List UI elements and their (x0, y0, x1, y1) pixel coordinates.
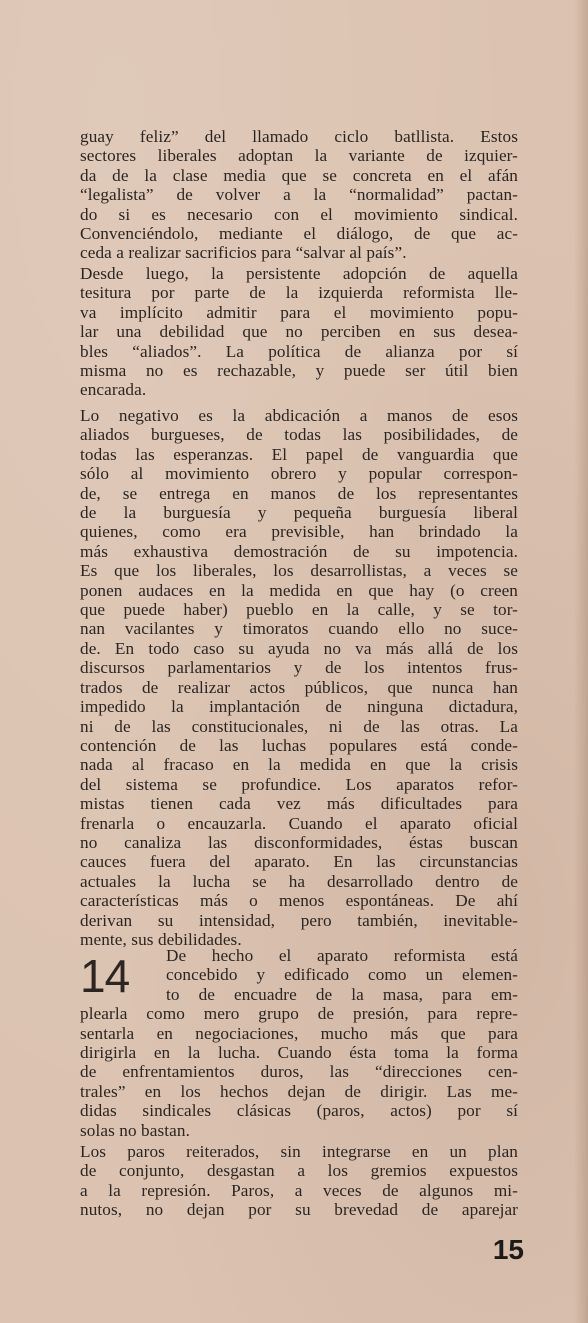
text-line: solas no bastan. (80, 1120, 190, 1140)
text-line: contención de las luchas populares está conde- (80, 735, 518, 755)
text-line: sentarla en negociaciones, mucho más que para (80, 1023, 518, 1043)
text-line: mistas tienen cada vez más dificultades para (80, 794, 518, 814)
text-line: encarada. (80, 380, 147, 400)
text-line: ni de las constitucionales, ni de las otras. La (80, 716, 518, 736)
paragraph-1 (80, 127, 518, 263)
paragraph-2 (80, 264, 518, 400)
paragraph-section-14 (80, 946, 518, 1140)
text-line: aliados burgueses, de todas las posibilidades, de (80, 425, 518, 445)
text-line: ponen audaces en la medida en que hay (o creen (80, 580, 518, 600)
text-line: “legalista” de volver a la “normalidad” pactan- (80, 185, 518, 205)
text-line: que puede haber) pueblo en la calle, y se tor- (80, 600, 518, 620)
text-line: didas sindicales clásicas (paros, actos) por sí (80, 1101, 518, 1121)
text-line: plearla como mero grupo de presión, para repre- (80, 1004, 518, 1024)
text-line: cauces fuera del aparato. En las circunstancias (80, 852, 518, 872)
text-line: guay feliz” del llamado ciclo batllista. Estos (80, 127, 518, 146)
text-line: Los paros reiterados, sin integrarse en un plan (80, 1142, 518, 1161)
text-line: no canaliza las disconformidades, éstas buscan (80, 832, 518, 852)
text-line: lar una debilidad que no perciben en sus desea- (80, 322, 518, 342)
text-line: nan vacilantes y timoratos cuando ello no suce- (80, 619, 518, 639)
text-line: nutos, no dejan por su brevedad de aparejar (80, 1200, 518, 1220)
text-line: sólo al movimiento obrero y popular correspon- (80, 464, 518, 484)
page-number: 15 (492, 1234, 524, 1265)
text-line: de. En todo caso su ayuda no va más allá de los (80, 638, 518, 658)
text-line: bles “aliados”. La política de alianza por sí (80, 341, 518, 361)
text-line: del sistema se profundice. Los aparatos refor- (80, 774, 518, 794)
text-line: más exhaustiva demostración de su impotencia. (80, 541, 518, 561)
paragraph-5 (80, 1142, 518, 1220)
text-line: impedido la implantación de ninguna dictadura, (80, 697, 518, 717)
text-line: concebido y edificado como un elemen- (166, 965, 518, 985)
text-line: Desde luego, la persistente adopción de aquella (80, 264, 518, 283)
page-edge-shadow (574, 0, 588, 1323)
paragraph-3 (80, 406, 518, 949)
text-line: va implícito admitir para el movimiento popu- (80, 302, 518, 322)
text-line: discursos parlamentarios y de los intentos frus- (80, 658, 518, 678)
text-line: de enfrentamientos duros, las “direcciones cen- (80, 1062, 518, 1082)
text-line: to de encuadre de la masa, para em- (166, 984, 518, 1004)
text-line: de conjunto, desgastan a los gremios expuestos (80, 1161, 518, 1181)
text-line: trales” en los hechos dejan de dirigir. Las me- (80, 1081, 518, 1101)
text-line: misma no es rechazable, y puede ser útil bien (80, 361, 518, 381)
text-line: do si es necesario con el movimiento sindical. (80, 204, 518, 224)
text-line: frenarla o encauzarla. Cuando el aparato oficial (80, 813, 518, 833)
text-line: nada al fracaso en la medida en que la crisis (80, 755, 518, 775)
text-line: quienes, como era previsible, han brindado la (80, 522, 518, 542)
text-line: sectores liberales adoptan la variante de izquier- (80, 146, 518, 166)
section-number: 14 (80, 950, 130, 1002)
text-line: Convenciéndolo, mediante el diálogo, de que ac- (80, 224, 518, 244)
text-line: da de la clase media que se concreta en el afán (80, 165, 518, 185)
text-line: mente, sus debilidades. (80, 929, 242, 949)
text-line: derivan su intensidad, pero también, inevitable- (80, 910, 518, 930)
text-line: De hecho el aparato reformista está (166, 946, 518, 965)
text-line: Lo negativo es la abdicación a manos de esos (80, 406, 518, 425)
text-line: de la burguesía y pequeña burguesía liberal (80, 503, 518, 523)
text-line: características más o menos espontáneas. De ahí (80, 891, 518, 911)
text-line: ceda a realizar sacrificios para “salvar al país”. (80, 243, 407, 263)
text-line: actuales la lucha se ha desarrollado dentro de (80, 871, 518, 891)
text-line: tesitura por parte de la izquierda reformista lle- (80, 283, 518, 303)
text-line: de, se entrega en manos de los representantes (80, 483, 518, 503)
text-line: todas las esperanzas. El papel de vanguardia que (80, 444, 518, 464)
text-line: trados de realizar actos públicos, que nunca han (80, 677, 518, 697)
text-line: dirigirla en la lucha. Cuando ésta toma la forma (80, 1043, 518, 1063)
text-line: a la represión. Paros, a veces de algunos mi- (80, 1180, 518, 1200)
text-line: Es que los liberales, los desarrollistas, a veces se (80, 561, 518, 581)
